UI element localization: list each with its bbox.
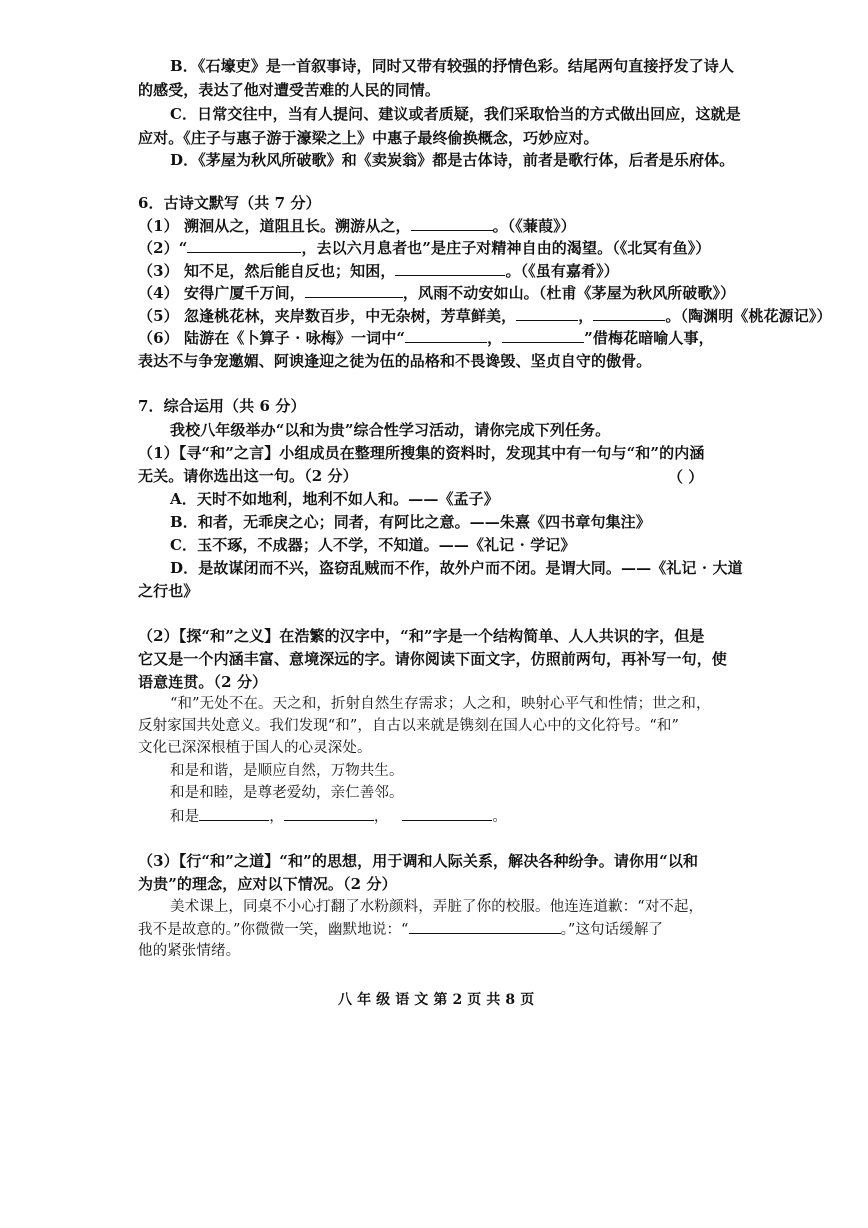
q7-passage3-line2 — [138, 919, 663, 940]
q6-item-4 — [138, 283, 735, 303]
q7-heading: 7．综合运用（共 6 分） — [138, 397, 306, 415]
q7-passage3-line3: 他的紧张情绪。 — [138, 943, 241, 959]
q6-item-5-blank-1[interactable] — [516, 306, 578, 321]
q7-task2-line2: 它又是一个内涵丰富、意境深远的字。请你阅读下面文字，仿照前两句，再补写一句，使 — [138, 650, 727, 668]
q7-task3-line1: （3）【行“和”之道】“和”的思想，用于调和人际关系，解决各种纷争。请你用“以和 — [138, 852, 699, 870]
q6-item-5-blank-2[interactable] — [593, 306, 665, 321]
q6-item-6-rest: ”借梅花暗喻人事， — [584, 329, 714, 347]
q7-task2-blank-2[interactable] — [284, 806, 374, 821]
q7-option-b: B．和者，无乖戾之心；同者，有阿比之意。——朱熹《四书章句集注》 — [170, 513, 651, 531]
q7-passage2-line6-comma-1: ， — [269, 809, 284, 825]
page-footer: 八 年 级 语 文 第 2 页 共 8 页 — [338, 992, 535, 1008]
q6-item-4-text: （4） 安得广厦千万间， — [138, 284, 305, 302]
q7-task1-line2: 无关。请你选出这一句。（2 分） — [138, 467, 358, 485]
q6-item-1-text: （1） 溯洄从之，道阻且长。溯游从之， — [138, 217, 411, 235]
q6-item-2 — [138, 238, 711, 258]
q7-passage2-line6 — [170, 806, 507, 827]
q7-passage2-line6-period: 。 — [492, 809, 508, 825]
q7-passage2-line1: “和”无处不在。天之和，折射自然生存需求；人之和，映射心平气和性情；世之和， — [170, 696, 711, 712]
q6-item-5-text: （5） 忽逢桃花林，夹岸数百步，中无杂树，芳草鲜美， — [138, 307, 517, 325]
q7-passage2-line5: 和是和睦，是尊老爱幼，亲仁善邻。 — [170, 785, 404, 801]
q7-option-a: A．天时不如地利，地利不如人和。——《孟子》 — [170, 490, 499, 508]
q6-item-4-rest: ，风雨不动安如山。（杜甫《茅屋为秋风所破歌》） — [402, 284, 736, 302]
q5-option-c-line1: C．日常交往中，当有人提问、建议或者质疑，我们采取恰当的方式做出回应，这就是 — [170, 105, 741, 123]
q7-passage3-line1: 美术课上，同桌不小心打翻了水粉颜料，弄脏了你的校服。他连连道歉：“对不起， — [170, 899, 704, 915]
q6-item-1-source: 。（《蒹葭》） — [492, 217, 576, 235]
q6-item-1-blank[interactable] — [411, 216, 493, 231]
q7-task3-blank[interactable] — [409, 919, 561, 934]
q6-item-3-blank[interactable] — [395, 261, 505, 276]
q7-task2-line3: 语意连贯。（2 分） — [138, 673, 268, 691]
q7-option-c: C．玉不琢，不成器；人不学，不知道。——《礼记 · 学记》 — [170, 536, 576, 554]
q6-item-1 — [138, 216, 576, 236]
q6-item-5 — [138, 306, 832, 326]
q6-item-6-blank-2[interactable] — [502, 328, 584, 343]
q5-option-d: D．《茅屋为秋风所破歌》和《卖炭翁》都是古体诗，前者是歌行体，后者是乐府体。 — [170, 151, 735, 169]
q7-task2-blank-3[interactable] — [402, 806, 492, 821]
q7-passage2-line4: 和是和谐，是顺应自然，万物共生。 — [170, 763, 404, 779]
q6-item-6-text: （6） 陆游在《卜算子 · 咏梅》一词中“ — [138, 329, 406, 347]
q5-option-c-line2: 应对。《庄子与惠子游于濠梁之上》中惠子最终偷换概念，巧妙应对。 — [138, 129, 599, 147]
q6-item-5-comma: ， — [578, 307, 594, 325]
q6-item-3-text: （3） 知不足，然后能自反也；知困， — [138, 262, 396, 280]
q7-task3-line2: 为贵”的理念，应对以下情况。（2 分） — [138, 875, 397, 893]
q7-passage2-line3: 文化已深深根植于国人的心灵深处。 — [138, 740, 372, 756]
q7-intro: 我校八年级举办“以和为贵”综合性学习活动，请你完成下列任务。 — [170, 421, 611, 439]
q7-passage2-line2: 反射家国共处意义。我们发现“和”，自古以来就是镌刻在国人心中的文化符号。“和” — [138, 718, 680, 734]
q7-task1-line1: （1）【寻“和”之言】小组成员在整理所搜集的资料时，发现其中有一句与“和”的内涵 — [138, 444, 705, 462]
q6-item-6 — [138, 328, 714, 348]
q7-passage2-line6-comma-2: ， — [373, 809, 389, 825]
q7-task2-blank-1[interactable] — [199, 806, 269, 821]
q6-item-5-source: 。（陶渊明《桃花源记》） — [665, 307, 832, 325]
q5-option-b-line2: 的感受，表达了他对遭受苦难的人民的同情。 — [138, 81, 441, 99]
q6-item-6-blank-1[interactable] — [405, 328, 487, 343]
q6-heading: 6．古诗文默写（共 7 分） — [138, 194, 321, 212]
q7-option-d-line2: 之行也》 — [138, 582, 199, 600]
q7-option-d-line1: D．是故谋闭而不兴，盗窃乱贼而不作，故外户而不闭。是谓大同。——《礼记 · 大道 — [170, 559, 743, 577]
q6-item-2-rest: ，去以六月息者也”是庄子对精神自由的渴望。（《北冥有鱼》） — [301, 239, 711, 257]
q6-item-6-line2: 表达不与争宠邀媚、阿谀逢迎之徒为伍的品格和不畏谗毁、坚贞自守的傲骨。 — [138, 352, 652, 370]
q6-item-2-blank[interactable] — [187, 238, 301, 253]
q7-passage3-line2-text: 我不是故意的。”你微微一笑，幽默地说：“ — [138, 922, 409, 938]
q7-passage3-line2-rest: 。”这句话缓解了 — [560, 922, 664, 938]
q6-item-3 — [138, 261, 619, 281]
q5-option-b-line1: B．《石壕吏》是一首叙事诗，同时又带有较强的抒情色彩。结尾两句直接抒发了诗人 — [170, 57, 734, 75]
q7-task1-answer-parentheses[interactable]: （ ） — [668, 468, 704, 486]
q7-task2-line1: （2）【探“和”之义】在浩繁的汉字中，“和”字是一个结构简单、人人共识的字，但是 — [138, 627, 705, 645]
q7-passage2-line6-prefix: 和是 — [170, 809, 200, 825]
q6-item-3-source: 。（《虽有嘉肴》） — [505, 262, 619, 280]
q6-item-6-comma: ， — [487, 329, 503, 347]
q6-item-2-text: （2）“ — [138, 239, 188, 257]
q6-item-4-blank[interactable] — [305, 283, 403, 298]
